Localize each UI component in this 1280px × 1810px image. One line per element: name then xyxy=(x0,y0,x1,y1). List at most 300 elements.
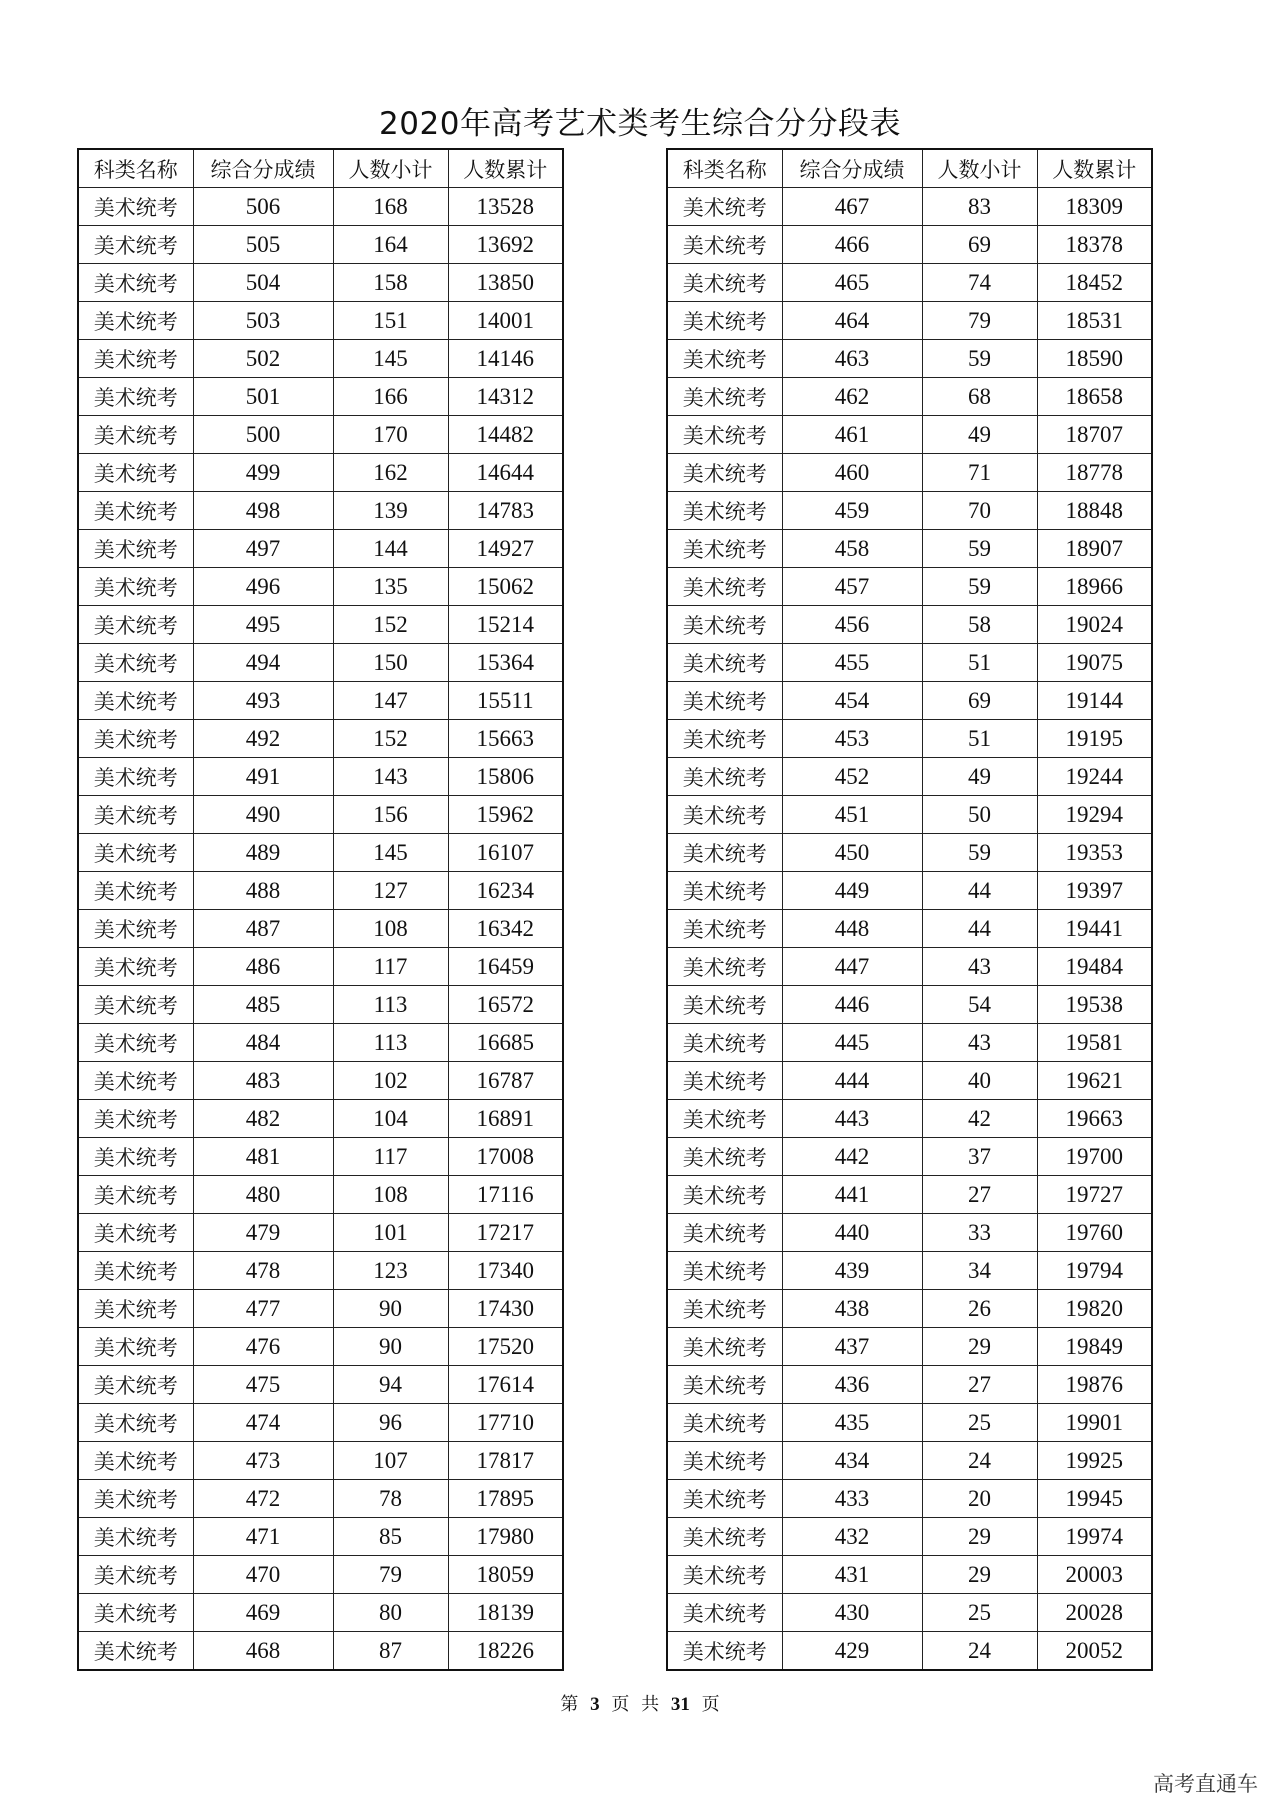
cumulative-cell: 17980 xyxy=(448,1518,563,1556)
cumulative-cell: 18658 xyxy=(1037,378,1152,416)
score-cell: 481 xyxy=(193,1138,333,1176)
category-cell: 美术统考 xyxy=(78,758,193,796)
category-cell: 美术统考 xyxy=(78,1632,193,1671)
count-cell: 44 xyxy=(922,910,1037,948)
cumulative-cell: 13692 xyxy=(448,226,563,264)
category-cell: 美术统考 xyxy=(667,1176,782,1214)
count-cell: 40 xyxy=(922,1062,1037,1100)
header-cumulative: 人数累计 xyxy=(1037,149,1152,188)
cumulative-cell: 16459 xyxy=(448,948,563,986)
table-row xyxy=(78,1176,563,1214)
cumulative-cell: 19024 xyxy=(1037,606,1152,644)
cumulative-cell: 19760 xyxy=(1037,1214,1152,1252)
table-row xyxy=(667,1100,1152,1138)
category-cell: 美术统考 xyxy=(78,454,193,492)
count-cell: 29 xyxy=(922,1556,1037,1594)
count-cell: 104 xyxy=(333,1100,448,1138)
table-row xyxy=(667,834,1152,872)
score-cell: 429 xyxy=(782,1632,922,1671)
score-cell: 493 xyxy=(193,682,333,720)
category-cell: 美术统考 xyxy=(667,644,782,682)
cumulative-cell: 18907 xyxy=(1037,530,1152,568)
count-cell: 156 xyxy=(333,796,448,834)
score-cell: 463 xyxy=(782,340,922,378)
table-row xyxy=(667,758,1152,796)
score-cell: 489 xyxy=(193,834,333,872)
cumulative-cell: 15062 xyxy=(448,568,563,606)
table-row xyxy=(667,796,1152,834)
cumulative-cell: 19144 xyxy=(1037,682,1152,720)
count-cell: 51 xyxy=(922,720,1037,758)
score-cell: 469 xyxy=(193,1594,333,1632)
count-cell: 87 xyxy=(333,1632,448,1671)
category-cell: 美术统考 xyxy=(78,1594,193,1632)
category-cell: 美术统考 xyxy=(667,796,782,834)
count-cell: 37 xyxy=(922,1138,1037,1176)
table-row xyxy=(667,568,1152,606)
cumulative-cell: 13528 xyxy=(448,188,563,226)
table-row xyxy=(78,1062,563,1100)
table-row xyxy=(78,378,563,416)
table-row xyxy=(667,1594,1152,1632)
count-cell: 145 xyxy=(333,340,448,378)
cumulative-cell: 17008 xyxy=(448,1138,563,1176)
cumulative-cell: 19901 xyxy=(1037,1404,1152,1442)
score-cell: 440 xyxy=(782,1214,922,1252)
table-row xyxy=(78,644,563,682)
count-cell: 49 xyxy=(922,758,1037,796)
cumulative-cell: 17614 xyxy=(448,1366,563,1404)
count-cell: 59 xyxy=(922,530,1037,568)
header-score: 综合分成绩 xyxy=(193,149,333,188)
cumulative-cell: 15214 xyxy=(448,606,563,644)
table-row xyxy=(78,834,563,872)
table-row xyxy=(78,1442,563,1480)
count-cell: 158 xyxy=(333,264,448,302)
cumulative-cell: 19876 xyxy=(1037,1366,1152,1404)
score-cell: 496 xyxy=(193,568,333,606)
score-cell: 443 xyxy=(782,1100,922,1138)
table-row xyxy=(667,188,1152,226)
score-cell: 454 xyxy=(782,682,922,720)
category-cell: 美术统考 xyxy=(78,1100,193,1138)
count-cell: 123 xyxy=(333,1252,448,1290)
count-cell: 113 xyxy=(333,1024,448,1062)
count-cell: 135 xyxy=(333,568,448,606)
table-row xyxy=(667,1404,1152,1442)
footer-total-pages: 31 xyxy=(670,1694,690,1715)
count-cell: 58 xyxy=(922,606,1037,644)
category-cell: 美术统考 xyxy=(78,1442,193,1480)
score-cell: 441 xyxy=(782,1176,922,1214)
cumulative-cell: 14783 xyxy=(448,492,563,530)
cumulative-cell: 17895 xyxy=(448,1480,563,1518)
table-row xyxy=(667,682,1152,720)
count-cell: 113 xyxy=(333,986,448,1024)
category-cell: 美术统考 xyxy=(78,568,193,606)
score-cell: 438 xyxy=(782,1290,922,1328)
count-cell: 33 xyxy=(922,1214,1037,1252)
category-cell: 美术统考 xyxy=(667,226,782,264)
table-row xyxy=(78,948,563,986)
table-row xyxy=(78,340,563,378)
score-cell: 447 xyxy=(782,948,922,986)
category-cell: 美术统考 xyxy=(667,1442,782,1480)
table-row xyxy=(78,302,563,340)
score-cell: 449 xyxy=(782,872,922,910)
score-cell: 486 xyxy=(193,948,333,986)
category-cell: 美术统考 xyxy=(667,948,782,986)
header-score: 综合分成绩 xyxy=(782,149,922,188)
cumulative-cell: 16107 xyxy=(448,834,563,872)
watermark: 高考直通车 xyxy=(1153,1772,1258,1796)
cumulative-cell: 19075 xyxy=(1037,644,1152,682)
score-cell: 467 xyxy=(782,188,922,226)
category-cell: 美术统考 xyxy=(667,682,782,720)
category-cell: 美术统考 xyxy=(78,264,193,302)
cumulative-cell: 15511 xyxy=(448,682,563,720)
table-row xyxy=(78,1632,563,1671)
footer-total-label: 共 xyxy=(641,1694,660,1715)
cumulative-cell: 19581 xyxy=(1037,1024,1152,1062)
score-cell: 504 xyxy=(193,264,333,302)
count-cell: 44 xyxy=(922,872,1037,910)
table-row xyxy=(78,416,563,454)
score-cell: 451 xyxy=(782,796,922,834)
table-row xyxy=(78,1328,563,1366)
score-cell: 499 xyxy=(193,454,333,492)
cumulative-cell: 17710 xyxy=(448,1404,563,1442)
cumulative-cell: 17520 xyxy=(448,1328,563,1366)
table-row xyxy=(667,416,1152,454)
category-cell: 美术统考 xyxy=(667,1214,782,1252)
score-cell: 456 xyxy=(782,606,922,644)
table-row xyxy=(667,302,1152,340)
cumulative-cell: 17116 xyxy=(448,1176,563,1214)
score-table-right xyxy=(666,148,1153,1671)
score-cell: 455 xyxy=(782,644,922,682)
footer-page-number: 3 xyxy=(590,1694,600,1715)
cumulative-cell: 15364 xyxy=(448,644,563,682)
table-row xyxy=(78,1100,563,1138)
category-cell: 美术统考 xyxy=(667,492,782,530)
page-footer xyxy=(0,1690,1280,1716)
category-cell: 美术统考 xyxy=(78,340,193,378)
table-row xyxy=(78,226,563,264)
count-cell: 144 xyxy=(333,530,448,568)
category-cell: 美术统考 xyxy=(78,606,193,644)
cumulative-cell: 19294 xyxy=(1037,796,1152,834)
table-row xyxy=(78,1024,563,1062)
cumulative-cell: 19484 xyxy=(1037,948,1152,986)
table-row xyxy=(667,1366,1152,1404)
count-cell: 96 xyxy=(333,1404,448,1442)
score-cell: 437 xyxy=(782,1328,922,1366)
table-row xyxy=(667,720,1152,758)
page-title: 2020年高考艺术类考生综合分分段表 xyxy=(379,106,901,142)
score-cell: 453 xyxy=(782,720,922,758)
count-cell: 80 xyxy=(333,1594,448,1632)
table-row xyxy=(667,1252,1152,1290)
cumulative-cell: 14644 xyxy=(448,454,563,492)
category-cell: 美术统考 xyxy=(667,910,782,948)
score-cell: 461 xyxy=(782,416,922,454)
table-row xyxy=(667,340,1152,378)
count-cell: 59 xyxy=(922,340,1037,378)
score-cell: 470 xyxy=(193,1556,333,1594)
cumulative-cell: 16685 xyxy=(448,1024,563,1062)
category-cell: 美术统考 xyxy=(667,1290,782,1328)
score-cell: 450 xyxy=(782,834,922,872)
score-cell: 503 xyxy=(193,302,333,340)
category-cell: 美术统考 xyxy=(667,872,782,910)
category-cell: 美术统考 xyxy=(667,1594,782,1632)
category-cell: 美术统考 xyxy=(667,758,782,796)
count-cell: 24 xyxy=(922,1632,1037,1671)
count-cell: 170 xyxy=(333,416,448,454)
score-cell: 479 xyxy=(193,1214,333,1252)
count-cell: 70 xyxy=(922,492,1037,530)
cumulative-cell: 19925 xyxy=(1037,1442,1152,1480)
table-row xyxy=(667,1290,1152,1328)
category-cell: 美术统考 xyxy=(78,1252,193,1290)
category-cell: 美术统考 xyxy=(78,188,193,226)
count-cell: 85 xyxy=(333,1518,448,1556)
category-cell: 美术统考 xyxy=(667,1518,782,1556)
table-row xyxy=(78,910,563,948)
cumulative-cell: 18531 xyxy=(1037,302,1152,340)
category-cell: 美术统考 xyxy=(667,454,782,492)
score-cell: 457 xyxy=(782,568,922,606)
category-cell: 美术统考 xyxy=(667,1100,782,1138)
count-cell: 162 xyxy=(333,454,448,492)
table-row xyxy=(667,378,1152,416)
category-cell: 美术统考 xyxy=(667,530,782,568)
score-cell: 462 xyxy=(782,378,922,416)
category-cell: 美术统考 xyxy=(667,340,782,378)
cumulative-cell: 16787 xyxy=(448,1062,563,1100)
count-cell: 152 xyxy=(333,720,448,758)
table-row xyxy=(78,1138,563,1176)
category-cell: 美术统考 xyxy=(667,378,782,416)
category-cell: 美术统考 xyxy=(78,1024,193,1062)
count-cell: 26 xyxy=(922,1290,1037,1328)
cumulative-cell: 19945 xyxy=(1037,1480,1152,1518)
table-row xyxy=(667,606,1152,644)
table-row xyxy=(78,682,563,720)
score-cell: 433 xyxy=(782,1480,922,1518)
table-row xyxy=(667,1024,1152,1062)
category-cell: 美术统考 xyxy=(78,1290,193,1328)
cumulative-cell: 18452 xyxy=(1037,264,1152,302)
cumulative-cell: 16342 xyxy=(448,910,563,948)
score-cell: 488 xyxy=(193,872,333,910)
table-row xyxy=(667,644,1152,682)
cumulative-cell: 18226 xyxy=(448,1632,563,1671)
cumulative-cell: 15806 xyxy=(448,758,563,796)
category-cell: 美术统考 xyxy=(667,1480,782,1518)
category-cell: 美术统考 xyxy=(78,1366,193,1404)
count-cell: 43 xyxy=(922,1024,1037,1062)
cumulative-cell: 19195 xyxy=(1037,720,1152,758)
count-cell: 117 xyxy=(333,1138,448,1176)
table-row xyxy=(667,1328,1152,1366)
table-row xyxy=(667,1138,1152,1176)
cumulative-cell: 14482 xyxy=(448,416,563,454)
count-cell: 27 xyxy=(922,1176,1037,1214)
cumulative-cell: 18590 xyxy=(1037,340,1152,378)
count-cell: 107 xyxy=(333,1442,448,1480)
table-row xyxy=(667,986,1152,1024)
score-cell: 430 xyxy=(782,1594,922,1632)
score-cell: 480 xyxy=(193,1176,333,1214)
score-cell: 495 xyxy=(193,606,333,644)
table-row xyxy=(78,986,563,1024)
count-cell: 151 xyxy=(333,302,448,340)
cumulative-cell: 18707 xyxy=(1037,416,1152,454)
category-cell: 美术统考 xyxy=(78,720,193,758)
count-cell: 101 xyxy=(333,1214,448,1252)
score-cell: 444 xyxy=(782,1062,922,1100)
footer-page-unit: 页 xyxy=(611,1694,630,1715)
score-cell: 472 xyxy=(193,1480,333,1518)
category-cell: 美术统考 xyxy=(667,264,782,302)
count-cell: 102 xyxy=(333,1062,448,1100)
count-cell: 127 xyxy=(333,872,448,910)
score-cell: 483 xyxy=(193,1062,333,1100)
count-cell: 51 xyxy=(922,644,1037,682)
score-cell: 492 xyxy=(193,720,333,758)
score-cell: 490 xyxy=(193,796,333,834)
category-cell: 美术统考 xyxy=(78,986,193,1024)
count-cell: 145 xyxy=(333,834,448,872)
table-row xyxy=(78,1252,563,1290)
category-cell: 美术统考 xyxy=(667,1404,782,1442)
cumulative-cell: 19700 xyxy=(1037,1138,1152,1176)
cumulative-cell: 18848 xyxy=(1037,492,1152,530)
score-cell: 471 xyxy=(193,1518,333,1556)
count-cell: 42 xyxy=(922,1100,1037,1138)
score-cell: 431 xyxy=(782,1556,922,1594)
score-cell: 436 xyxy=(782,1366,922,1404)
cumulative-cell: 19849 xyxy=(1037,1328,1152,1366)
table-row xyxy=(667,1632,1152,1671)
count-cell: 69 xyxy=(922,682,1037,720)
cumulative-cell: 14927 xyxy=(448,530,563,568)
count-cell: 83 xyxy=(922,188,1037,226)
cumulative-cell: 17217 xyxy=(448,1214,563,1252)
category-cell: 美术统考 xyxy=(667,1062,782,1100)
category-cell: 美术统考 xyxy=(667,188,782,226)
count-cell: 29 xyxy=(922,1328,1037,1366)
table-row xyxy=(667,492,1152,530)
count-cell: 43 xyxy=(922,948,1037,986)
score-cell: 459 xyxy=(782,492,922,530)
score-cell: 502 xyxy=(193,340,333,378)
count-cell: 68 xyxy=(922,378,1037,416)
count-cell: 74 xyxy=(922,264,1037,302)
count-cell: 49 xyxy=(922,416,1037,454)
table-row xyxy=(78,796,563,834)
header-count: 人数小计 xyxy=(333,149,448,188)
score-cell: 494 xyxy=(193,644,333,682)
category-cell: 美术统考 xyxy=(78,226,193,264)
score-cell: 498 xyxy=(193,492,333,530)
category-cell: 美术统考 xyxy=(78,948,193,986)
score-cell: 439 xyxy=(782,1252,922,1290)
count-cell: 69 xyxy=(922,226,1037,264)
score-cell: 465 xyxy=(782,264,922,302)
count-cell: 78 xyxy=(333,1480,448,1518)
cumulative-cell: 13850 xyxy=(448,264,563,302)
footer-prefix: 第 xyxy=(560,1694,579,1715)
cumulative-cell: 14001 xyxy=(448,302,563,340)
cumulative-cell: 15962 xyxy=(448,796,563,834)
score-cell: 448 xyxy=(782,910,922,948)
score-cell: 452 xyxy=(782,758,922,796)
score-cell: 473 xyxy=(193,1442,333,1480)
score-cell: 446 xyxy=(782,986,922,1024)
score-cell: 476 xyxy=(193,1328,333,1366)
table-row xyxy=(78,568,563,606)
count-cell: 168 xyxy=(333,188,448,226)
table-row xyxy=(667,1214,1152,1252)
table-row xyxy=(78,1214,563,1252)
category-cell: 美术统考 xyxy=(667,1556,782,1594)
score-cell: 435 xyxy=(782,1404,922,1442)
cumulative-cell: 19244 xyxy=(1037,758,1152,796)
table-row xyxy=(78,1594,563,1632)
count-cell: 90 xyxy=(333,1290,448,1328)
count-cell: 20 xyxy=(922,1480,1037,1518)
cumulative-cell: 19663 xyxy=(1037,1100,1152,1138)
cumulative-cell: 16891 xyxy=(448,1100,563,1138)
count-cell: 25 xyxy=(922,1404,1037,1442)
count-cell: 152 xyxy=(333,606,448,644)
score-cell: 484 xyxy=(193,1024,333,1062)
category-cell: 美术统考 xyxy=(667,1366,782,1404)
category-cell: 美术统考 xyxy=(667,834,782,872)
category-cell: 美术统考 xyxy=(78,1518,193,1556)
count-cell: 108 xyxy=(333,910,448,948)
footer-suffix: 页 xyxy=(701,1694,720,1715)
count-cell: 150 xyxy=(333,644,448,682)
category-cell: 美术统考 xyxy=(78,644,193,682)
category-cell: 美术统考 xyxy=(78,872,193,910)
category-cell: 美术统考 xyxy=(78,492,193,530)
score-cell: 442 xyxy=(782,1138,922,1176)
table-row xyxy=(667,530,1152,568)
cumulative-cell: 20052 xyxy=(1037,1632,1152,1671)
table-row xyxy=(667,1062,1152,1100)
table-row xyxy=(78,188,563,226)
count-cell: 25 xyxy=(922,1594,1037,1632)
score-cell: 478 xyxy=(193,1252,333,1290)
table-row xyxy=(667,1518,1152,1556)
score-cell: 505 xyxy=(193,226,333,264)
table-row xyxy=(78,872,563,910)
count-cell: 59 xyxy=(922,834,1037,872)
category-cell: 美术统考 xyxy=(667,302,782,340)
count-cell: 59 xyxy=(922,568,1037,606)
table-row xyxy=(667,910,1152,948)
cumulative-cell: 18309 xyxy=(1037,188,1152,226)
count-cell: 147 xyxy=(333,682,448,720)
table-header-row xyxy=(78,149,563,188)
category-cell: 美术统考 xyxy=(78,1480,193,1518)
count-cell: 50 xyxy=(922,796,1037,834)
category-cell: 美术统考 xyxy=(78,1176,193,1214)
